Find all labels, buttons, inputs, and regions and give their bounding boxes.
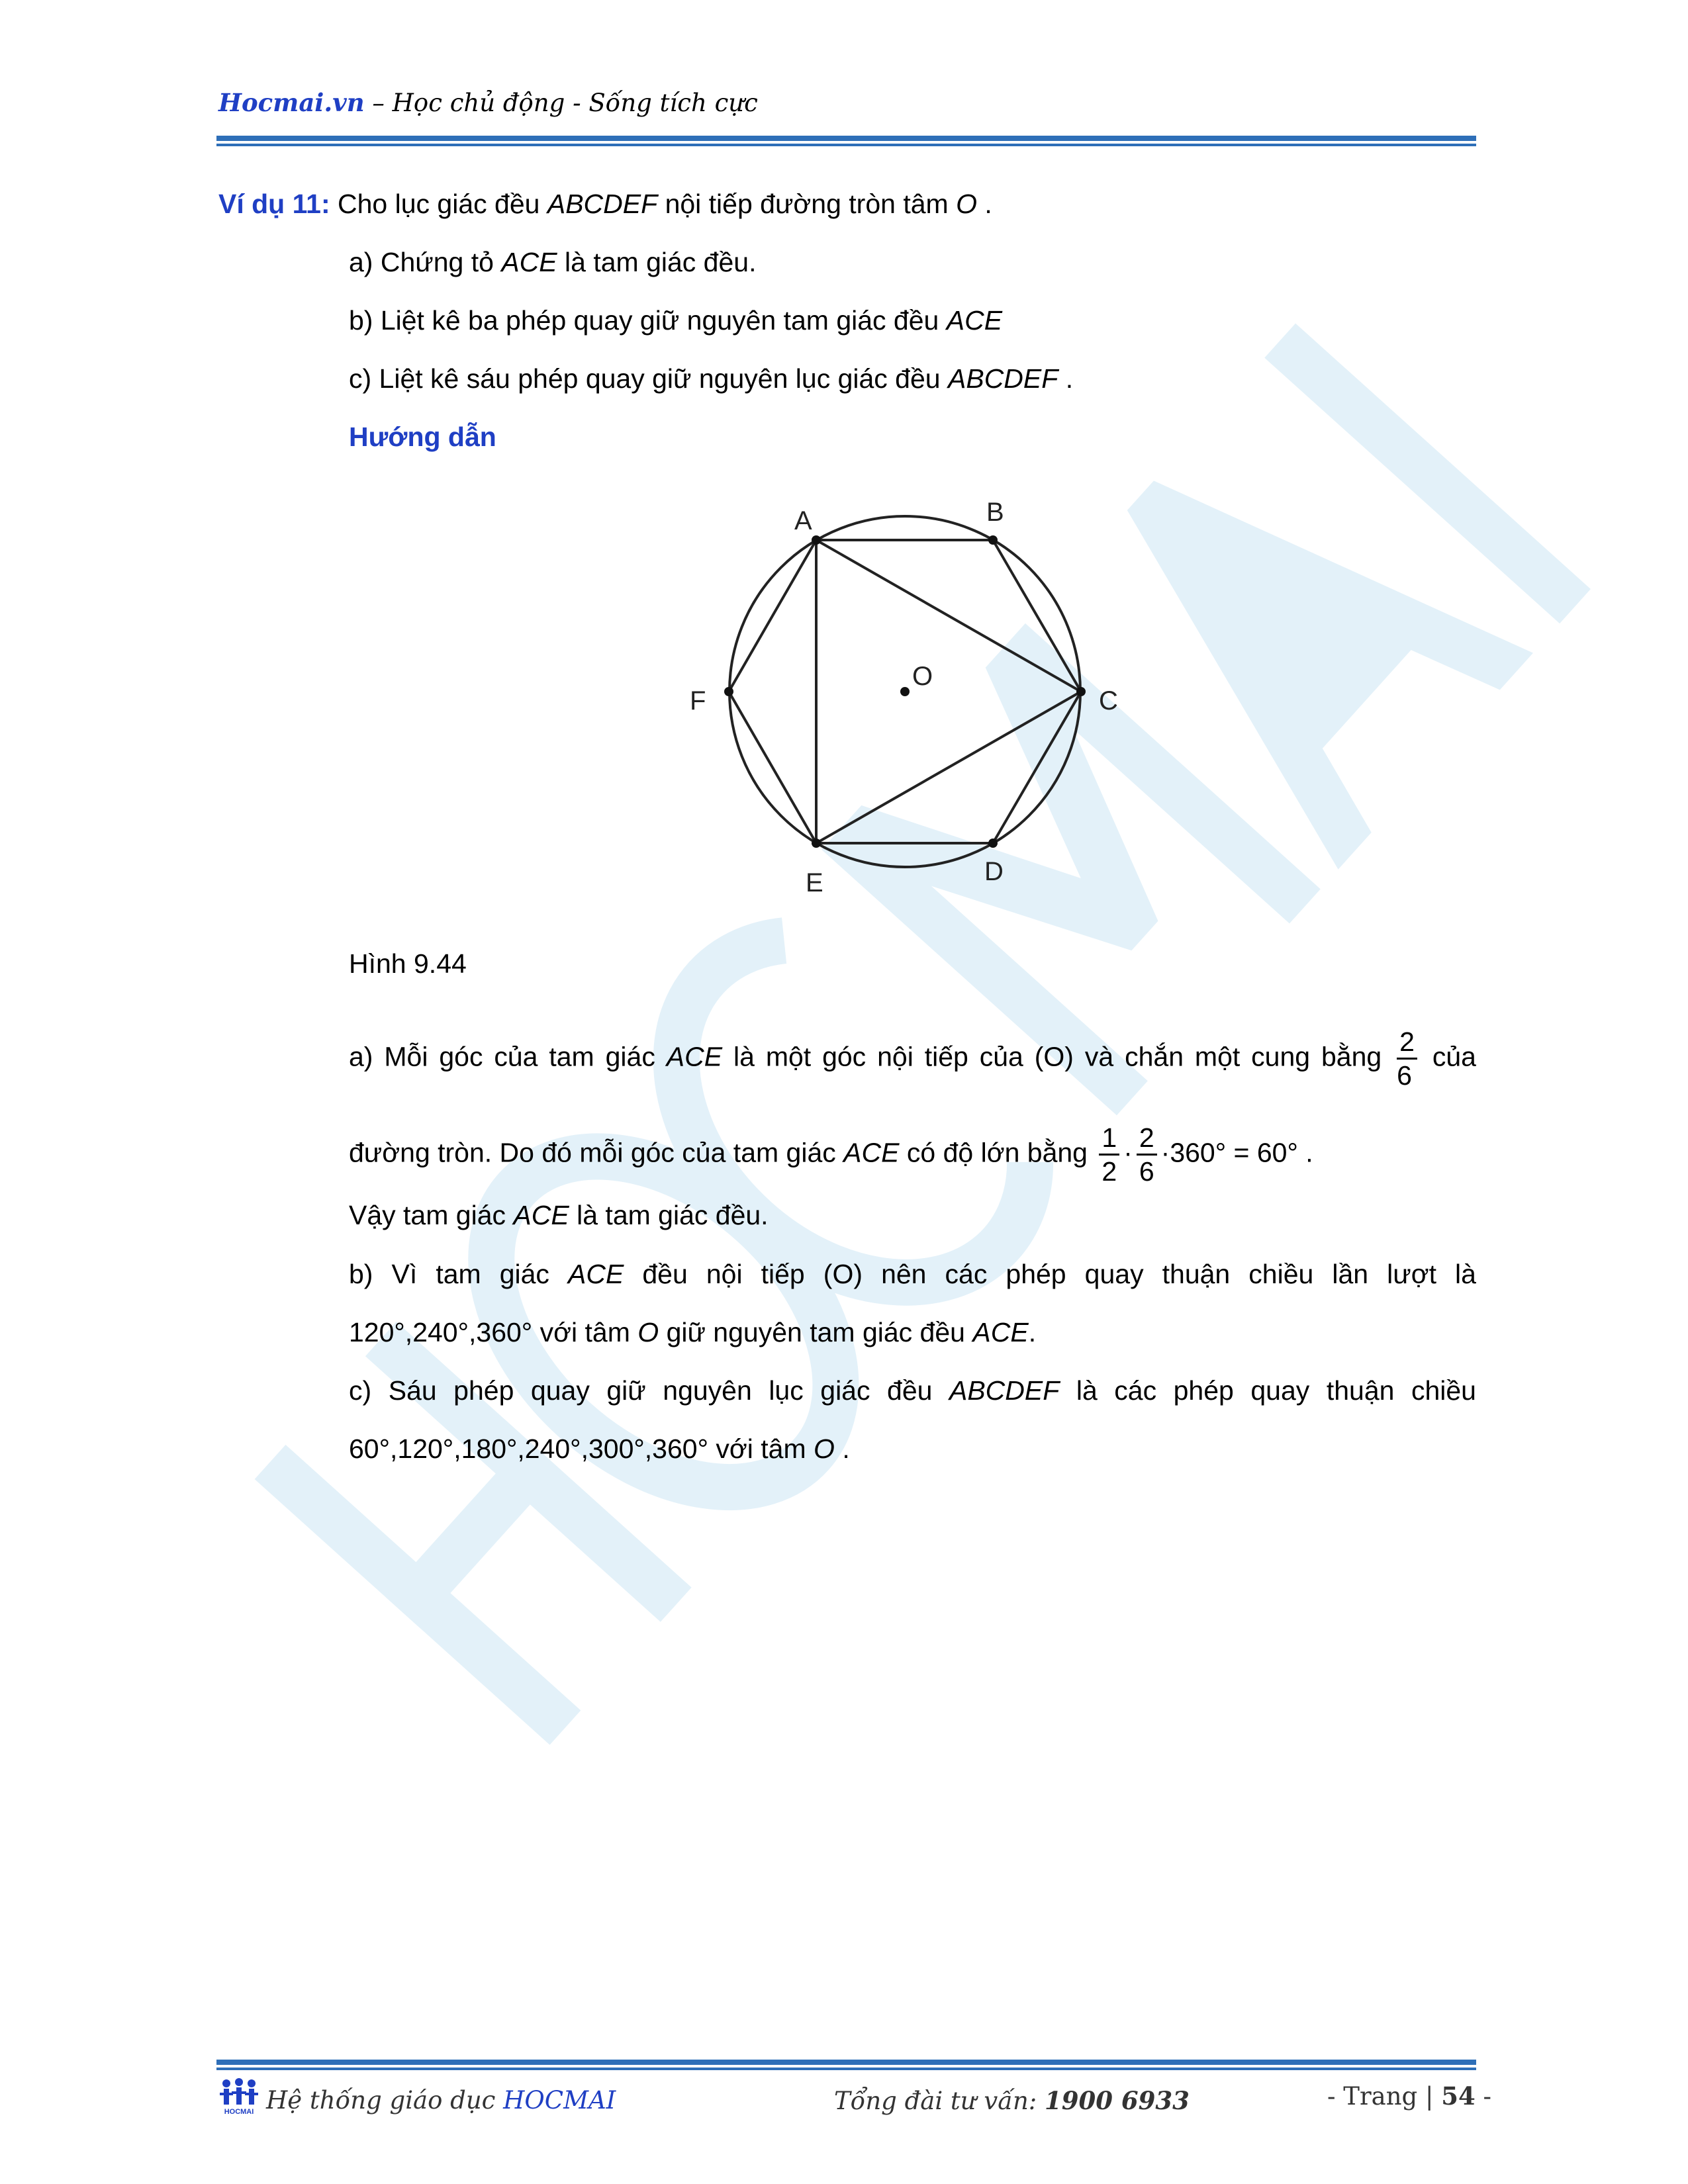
vertex-points [724, 535, 1086, 848]
label-f: F [690, 686, 706, 715]
fraction-numerator: 2 [1397, 1026, 1417, 1060]
solution-text: đường tròn. Do đó mỗi góc của tam giác [349, 1137, 836, 1168]
math-triangle: ACE [946, 305, 1003, 336]
solution-text: và chắn một cung bằng [1084, 1041, 1382, 1072]
fraction-denominator: 6 [1139, 1156, 1154, 1187]
problem-text: nội tiếp đường tròn tâm [665, 189, 949, 219]
hexagon-figure [0, 0, 1688, 927]
math-center: O [956, 189, 977, 219]
fraction-two-sixths [1397, 1026, 1417, 1091]
part-text: a) Chứng tỏ [349, 247, 494, 277]
label-b: B [986, 498, 1004, 527]
footer-brand-link[interactable]: HOCMAI [503, 2086, 616, 2115]
solution-text: b) Vì tam giác [349, 1259, 549, 1289]
page-label: - [1483, 2082, 1491, 2111]
solution-text: của [1432, 1041, 1476, 1072]
header-brand[interactable]: Hocmai.vn [218, 88, 365, 117]
math-triangle: ACE [568, 1259, 624, 1289]
solution-b-line2 [349, 1314, 1036, 1351]
footer-hotline [834, 2086, 1190, 2115]
guide-title: Hướng dẫn [349, 422, 496, 452]
footer-page-number [1327, 2081, 1491, 2111]
math-center: O [814, 1433, 835, 1464]
header-slogan: – Học chủ động - Sống tích cực [372, 89, 758, 117]
page-label: - Trang | [1327, 2082, 1434, 2111]
triangle-ace [816, 540, 1081, 843]
hotline-label: Tổng đài tư vấn: [834, 2087, 1037, 2115]
fraction-one-half [1099, 1122, 1119, 1187]
part-text: b) Liệt kê ba phép quay giữ nguyên tam giác đều [349, 305, 939, 336]
solution-a-line2 [349, 1122, 1313, 1187]
vertex-a [812, 535, 821, 545]
math-triangle: ACE [501, 247, 557, 277]
math-triangle: ACE [843, 1137, 900, 1168]
hocmai-logo-icon [218, 2077, 259, 2118]
problem-text: . [984, 189, 992, 219]
vertex-e [812, 839, 821, 848]
part-text: . [1065, 363, 1074, 394]
solution-text: a) Mỗi góc của tam giác [349, 1041, 655, 1072]
solution-text: Vậy tam giác [349, 1200, 506, 1230]
label-e: E [806, 868, 823, 897]
math-hexagon: ABCDEF [547, 189, 658, 219]
solution-text: là một góc nội tiếp của [733, 1041, 1023, 1072]
solution-text: . [842, 1433, 850, 1464]
math-triangle: ACE [666, 1041, 723, 1072]
label-o: O [912, 662, 933, 691]
solution-c-line2 [349, 1430, 850, 1467]
solution-text: . [1028, 1317, 1037, 1347]
fraction-denominator: 2 [1102, 1156, 1117, 1187]
solution-text: giữ nguyên tam giác đều [666, 1317, 965, 1347]
footer-system-text: Hệ thống giáo dục [266, 2086, 496, 2115]
solution-b-line1 [349, 1255, 1476, 1293]
vertex-d [988, 839, 998, 848]
solution-a-line3 [349, 1197, 769, 1234]
math-expression: ·360° = 60° . [1160, 1137, 1313, 1168]
fraction-denominator: 6 [1397, 1060, 1412, 1091]
fraction-numerator: 2 [1137, 1122, 1157, 1156]
part-text: là tam giác đều. [565, 247, 757, 277]
label-a: A [794, 506, 812, 535]
math-angles: 120°,240°,360° [349, 1317, 533, 1347]
vertex-b [988, 535, 998, 545]
solution-text: có độ lớn bằng [906, 1137, 1088, 1168]
fraction-two-sixths [1137, 1122, 1157, 1187]
math-hexagon: ABCDEF [948, 363, 1058, 394]
solution-text: là tam giác đều. [577, 1200, 769, 1230]
math-hexagon: ABCDEF [949, 1375, 1060, 1406]
footer-rule-bottom [216, 2068, 1476, 2070]
solution-text: nên các phép quay thuận chiều lần lượt là [881, 1259, 1476, 1289]
math-triangle: ACE [972, 1317, 1029, 1347]
vertex-c [1076, 687, 1086, 696]
figure-caption: Hình 9.44 [349, 948, 467, 979]
vertex-f [724, 687, 733, 696]
math-triangle: ACE [513, 1200, 569, 1230]
solution-text: c) Sáu phép quay giữ nguyên lục giác đều [349, 1375, 933, 1406]
footer-system [266, 2086, 616, 2115]
math-angles: 60°,120°,180°,240°,300°,360° [349, 1433, 708, 1464]
solution-c-line1 [349, 1372, 1476, 1409]
footer-rule-top [216, 2060, 1476, 2065]
solution-text: với tâm [716, 1433, 806, 1464]
solution-text: đều nội tiếp [642, 1259, 805, 1289]
math-center: O [637, 1317, 659, 1347]
fraction-numerator: 1 [1099, 1122, 1119, 1156]
problem-label: Ví dụ 11: [218, 189, 330, 219]
solution-text: với tâm [539, 1317, 630, 1347]
solution-text: là các phép quay thuận chiều [1076, 1375, 1476, 1406]
multiply-dot: · [1123, 1137, 1133, 1168]
problem-text: Cho lục giác đều [338, 189, 540, 219]
part-text: c) Liệt kê sáu phép quay giữ nguyên lục giác đều [349, 363, 941, 394]
label-c: C [1099, 686, 1118, 715]
solution-a-line1 [349, 1026, 1476, 1091]
logo-text: HOCMAI [224, 2108, 254, 2116]
hotline-number[interactable]: 1900 6933 [1045, 2086, 1190, 2115]
center-o [900, 687, 910, 696]
math-circle: (O) [823, 1259, 863, 1289]
page-number: 54 [1441, 2081, 1476, 2111]
math-circle: (O) [1034, 1041, 1074, 1072]
label-d: D [984, 857, 1004, 886]
